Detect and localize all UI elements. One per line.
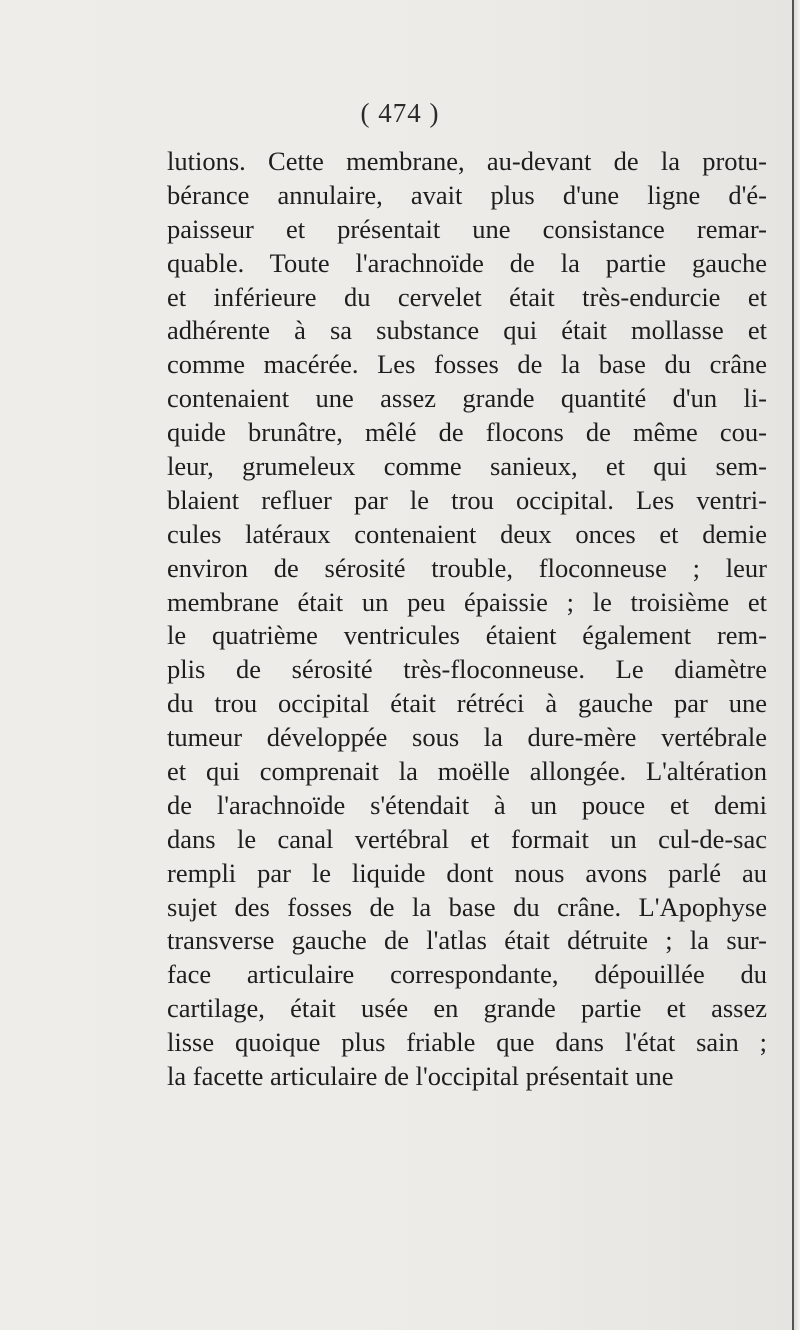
text-line: leur, grumeleux comme sanieux, et qui sem-	[167, 451, 767, 482]
text-line: face articulaire correspondante, dépouillée du	[167, 959, 767, 990]
text-line: contenaient une assez grande quantité d'un li-	[167, 383, 767, 414]
text-line: du trou occipital était rétréci à gauche par une	[167, 688, 767, 719]
text-line: rempli par le liquide dont nous avons parlé au	[167, 857, 767, 888]
text-line: cartilage, était usée en grande partie et assez	[167, 993, 767, 1024]
text-line: plis de sérosité très-floconneuse. Le diamètre	[167, 654, 767, 685]
text-line: de l'arachnoïde s'étendait à un pouce et demi	[167, 789, 767, 820]
text-line: adhérente à sa substance qui était mollasse et	[167, 315, 767, 346]
text-line: quable. Toute l'arachnoïde de la partie gauche	[167, 247, 767, 278]
text-line: quide brunâtre, mêlé de flocons de même cou-	[167, 417, 767, 448]
text-line: membrane était un peu épaissie ; le troisième et	[167, 586, 767, 617]
page-edge-line	[792, 0, 794, 1330]
body-text	[167, 145, 767, 1094]
text-line: blaient refluer par le trou occipital. Les ventri-	[167, 484, 767, 515]
text-line: paisseur et présentait une consistance remar-	[167, 213, 767, 244]
text-line: lutions. Cette membrane, au-devant de la protu-	[167, 146, 767, 176]
page-number: ( 474 )	[360, 98, 440, 128]
text-line: le quatrième ventricules étaient également rem-	[167, 620, 767, 651]
text-line: lisse quoique plus friable que dans l'état sain ;	[167, 1027, 767, 1058]
text-line: environ de sérosité trouble, floconneuse ; leur	[167, 552, 767, 583]
text-line: dans le canal vertébral et formait un cul-de-sac	[167, 823, 767, 854]
text-line: et qui comprenait la moëlle allongée. L'altération	[167, 756, 767, 787]
text-line: transverse gauche de l'atlas était détruite ; la sur-	[167, 925, 767, 956]
text-line: tumeur développée sous la dure-mère vertébrale	[167, 722, 767, 753]
text-line: la facette articulaire de l'occipital présentait une	[167, 1061, 674, 1092]
text-line: sujet des fosses de la base du crâne. L'Apophyse	[167, 891, 767, 922]
text-line: et inférieure du cervelet était très-endurcie et	[167, 281, 767, 312]
text-line: cules latéraux contenaient deux onces et demie	[167, 518, 767, 549]
text-line: bérance annulaire, avait plus d'une ligne d'é-	[167, 179, 767, 210]
text-line: comme macérée. Les fosses de la base du crâne	[167, 349, 767, 380]
page-edge-shadow	[794, 0, 800, 1330]
